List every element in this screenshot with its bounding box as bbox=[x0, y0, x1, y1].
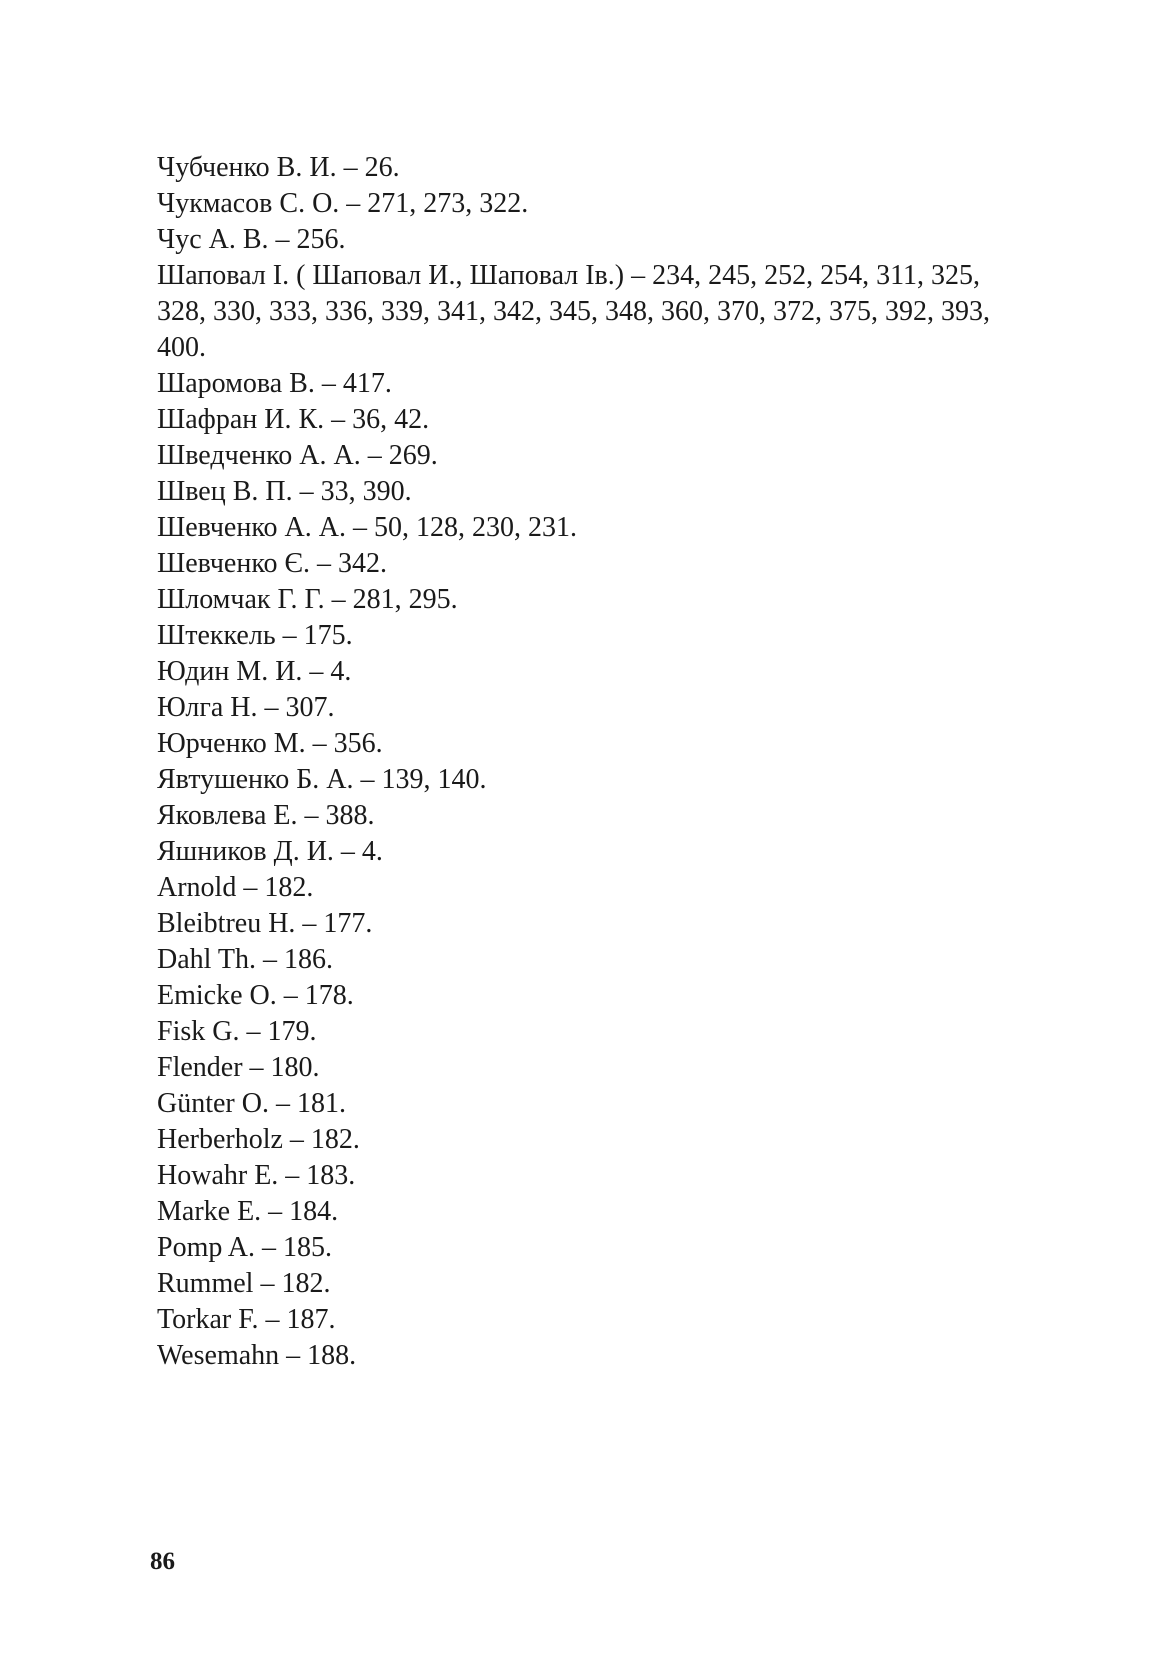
index-entry: Юрченко М. – 356. bbox=[157, 728, 383, 759]
index-entry: Rummel – 182. bbox=[157, 1268, 331, 1299]
index-entry: Шаповал І. ( Шаповал И., Шаповал Ів.) – 234, 245, 252, 254, 311, 325, 328, 330, 333, 336, 339, 341, 342, 345, 348, 360, 370, 372, 375, 392, 393, 400. bbox=[157, 260, 990, 363]
index-entry: Marke E. – 184. bbox=[157, 1196, 339, 1227]
index-entry: Wesemahn – 188. bbox=[157, 1340, 357, 1371]
page-number: 86 bbox=[150, 1548, 175, 1575]
index-entry: Emicke O. – 178. bbox=[157, 980, 354, 1011]
index-entry: Юдин М. И. – 4. bbox=[157, 656, 352, 687]
index-entry: Чубченко В. И. – 26. bbox=[157, 152, 400, 183]
index-entry: Howahr E. – 183. bbox=[157, 1160, 356, 1191]
index-entry: Юлга Н. – 307. bbox=[157, 692, 335, 723]
index-entry: Шведченко А. А. – 269. bbox=[157, 440, 438, 471]
index-entry: Швец В. П. – 33, 390. bbox=[157, 476, 412, 507]
index-entry: Явтушенко Б. А. – 139, 140. bbox=[157, 764, 487, 795]
index-entry: Штеккель – 175. bbox=[157, 620, 353, 651]
index-entry: Шаромова В. – 417. bbox=[157, 368, 392, 399]
index-entry: Чус А. В. – 256. bbox=[157, 224, 346, 255]
name-index-list bbox=[157, 150, 1027, 1374]
index-entry: Чукмасов С. О. – 271, 273, 322. bbox=[157, 188, 529, 219]
index-entry: Arnold – 182. bbox=[157, 872, 314, 903]
index-entry: Torkar F. – 187. bbox=[157, 1304, 336, 1335]
index-entry: Flender – 180. bbox=[157, 1052, 320, 1083]
index-entry: Günter O. – 181. bbox=[157, 1088, 346, 1119]
index-entry: Шевченко А. А. – 50, 128, 230, 231. bbox=[157, 512, 577, 543]
index-entry: Bleibtreu H. – 177. bbox=[157, 908, 373, 939]
index-entry: Dahl Th. – 186. bbox=[157, 944, 334, 975]
index-entry: Pomp A. – 185. bbox=[157, 1232, 333, 1263]
index-entry: Fisk G. – 179. bbox=[157, 1016, 317, 1047]
index-entry: Шевченко Є. – 342. bbox=[157, 548, 387, 579]
index-entry: Herberholz – 182. bbox=[157, 1124, 360, 1155]
index-entry: Шломчак Г. Г. – 281, 295. bbox=[157, 584, 458, 615]
index-entry: Яшников Д. И. – 4. bbox=[157, 836, 383, 867]
index-entry: Шафран И. К. – 36, 42. bbox=[157, 404, 430, 435]
index-entry: Яковлева Е. – 388. bbox=[157, 800, 375, 831]
